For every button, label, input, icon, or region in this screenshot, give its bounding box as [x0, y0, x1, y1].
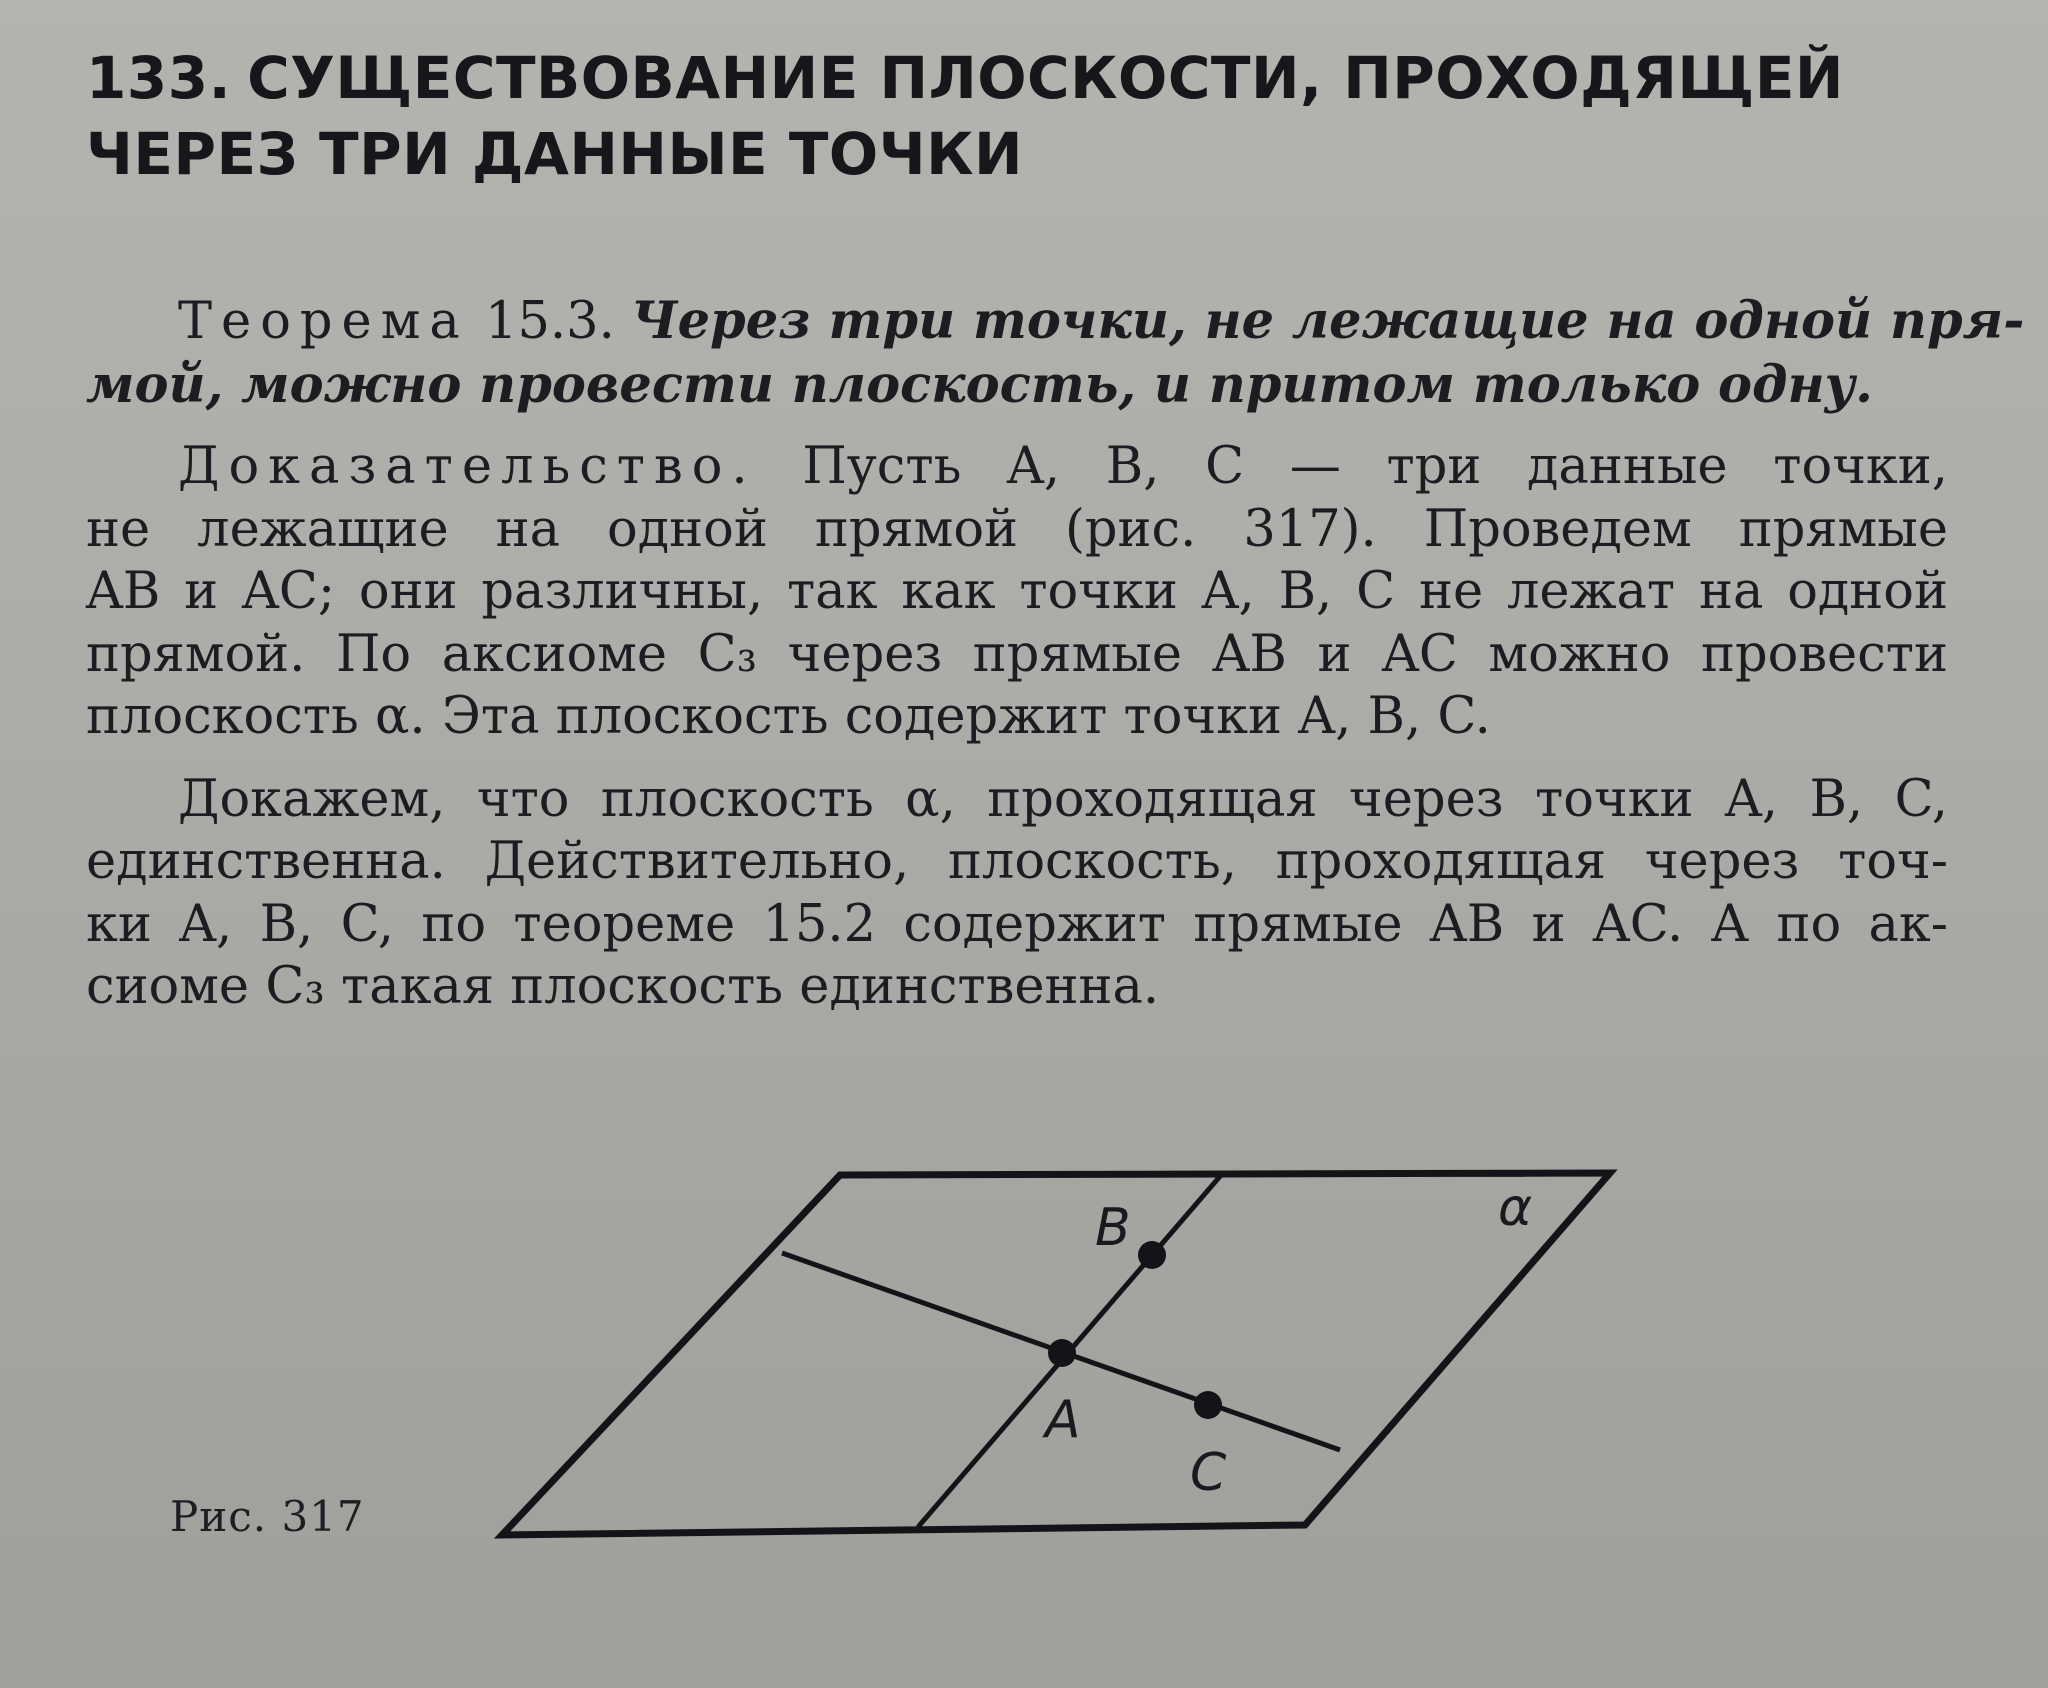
figure-317 — [470, 1140, 1640, 1560]
proof-text-line-5: плоскость α. Эта плоскость содержит точки A, B, C. — [86, 687, 1491, 746]
section-number: 133. — [86, 44, 232, 112]
theorem-line-1 — [86, 290, 2025, 354]
theorem-paragraph — [86, 290, 2025, 416]
proof-line-1 — [86, 436, 1948, 499]
theorem-statement-line-1: Через три точки, не лежащие на одной пря- — [631, 291, 2025, 351]
theorem-label: Теорема — [178, 292, 469, 351]
uniqueness-line-4: сиоме C₃ такая плоскость единственна. — [86, 957, 1160, 1016]
label-alpha: α — [1498, 1178, 1533, 1238]
point-a-dot — [1048, 1339, 1076, 1367]
proof-paragraph — [86, 436, 1948, 749]
section-title-line-1: СУЩЕСТВОВАНИЕ ПЛОСКОСТИ, ПРОХОДЯЩЕЙ — [247, 44, 1844, 112]
uniqueness-line-3: ки A, B, C, по теореме 15.2 содержит прямые AB и AC. А по ак- — [86, 894, 1948, 954]
theorem-number: 15.3. — [485, 292, 615, 351]
body-text — [86, 290, 2025, 1019]
uniqueness-line-1: Докажем, что плоскость α, проходящая через точки A, B, C, — [178, 769, 1948, 829]
proof-label: Доказательство. — [178, 437, 757, 496]
point-c-dot — [1194, 1391, 1222, 1419]
theorem-statement-line-2: мой, можно провести плоскость, и притом только одну. — [86, 354, 1873, 415]
uniqueness-paragraph — [86, 769, 1948, 1019]
section-heading — [86, 40, 1844, 192]
point-b-dot — [1138, 1241, 1166, 1269]
uniqueness-line-2: единственна. Действительно, плоскость, проходящая через точ- — [86, 832, 1948, 891]
proof-text-line-1: Пусть A, B, C — три данные точки, — [802, 437, 1948, 496]
figure-caption: Рис. 317 — [170, 1492, 365, 1541]
proof-text-line-3: AB и AC; они различны, так как точки A, B, C не лежат на одной — [86, 562, 1948, 621]
proof-text-line-4: прямой. По аксиоме C₃ через прямые AB и AC можно провести — [86, 624, 1948, 684]
label-b: B — [1095, 1198, 1131, 1258]
proof-text-line-2: не лежащие на одной прямой (рис. 317). Проведем прямые — [86, 499, 1948, 559]
label-c: C — [1190, 1443, 1227, 1503]
label-a: A — [1045, 1390, 1081, 1450]
heading-line-1 — [86, 40, 1844, 116]
section-title-line-2: ЧЕРЕЗ ТРИ ДАННЫЕ ТОЧКИ — [86, 120, 1024, 188]
